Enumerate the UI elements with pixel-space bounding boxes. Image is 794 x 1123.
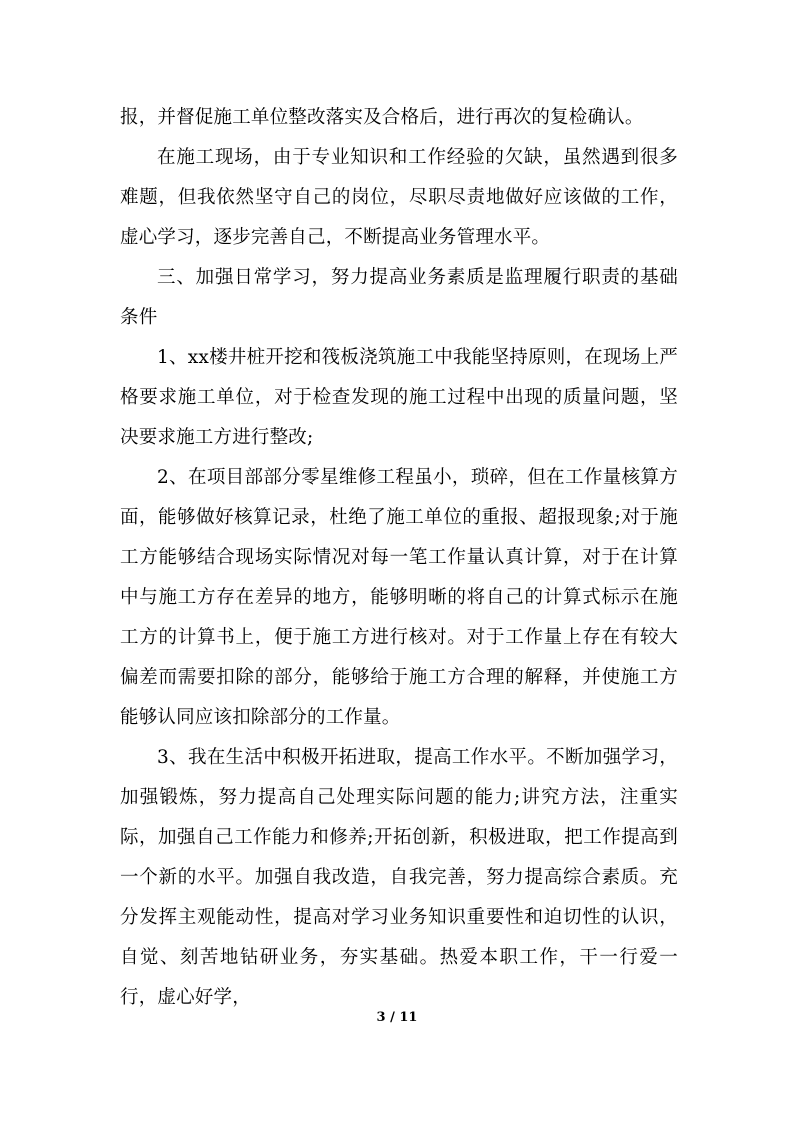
paragraph-construction-site: 在施工现场，由于专业知识和工作经验的欠缺，虽然遇到很多难题，但我依然坚守自己的岗位，尽职尽责地做好应该做的工作，虚心学习，逐步完善自己，不断提高业务管理水平。 [120, 147, 678, 248]
paragraph-item-1: 1、xx楼井桩开挖和筏板浇筑施工中我能坚持原则，在现场上严格要求施工单位，对于检查发现的施工过程中出现的质量问题，坚决要求施工方进行整改; [120, 347, 678, 448]
paragraph-item-3: 3、我在生活中积极开拓进取，提高工作水平。不断加强学习，加强锻炼，努力提高自己处理实际问题的能力;讲究方法，注重实际，加强自己工作能力和修养;开拓创新，积极进取，把工作提高到一个新的水平。加强自我改造，自我完善，努力提高综合素质。充分发挥主观能动性，提高对学习业务知识重要性和迫切性的认识，自觉、刻苦地钻研业务，夯实基础。热爱本职工作，干一行爱一行，虚心好学， [120, 747, 678, 1008]
page-number: 3 / 11 [376, 1010, 418, 1025]
paragraph-item-2: 2、在项目部部分零星维修工程虽小，琐碎，但在工作量核算方面，能够做好核算记录，杜绝了施工单位的重报、超报现象;对于施工方能够结合现场实际情况对每一笔工作量认真计算，对于在计算中与施工方存在差异的地方，能够明晰的将自己的计算式标示在施工方的计算书上，便于施工方进行核对。对于工作量上存在有较大偏差而需要扣除的部分，能够给于施工方合理的解释，并使施工方能够认同应该扣除部分的工作量。 [120, 467, 678, 728]
section-heading-three: 三、加强日常学习，努力提高业务素质是监理履行职责的基础条件 [120, 267, 678, 328]
paragraph-continuation: 报，并督促施工单位整改落实及合格后，进行再次的复检确认。 [120, 107, 644, 128]
document-body [120, 98, 678, 1018]
